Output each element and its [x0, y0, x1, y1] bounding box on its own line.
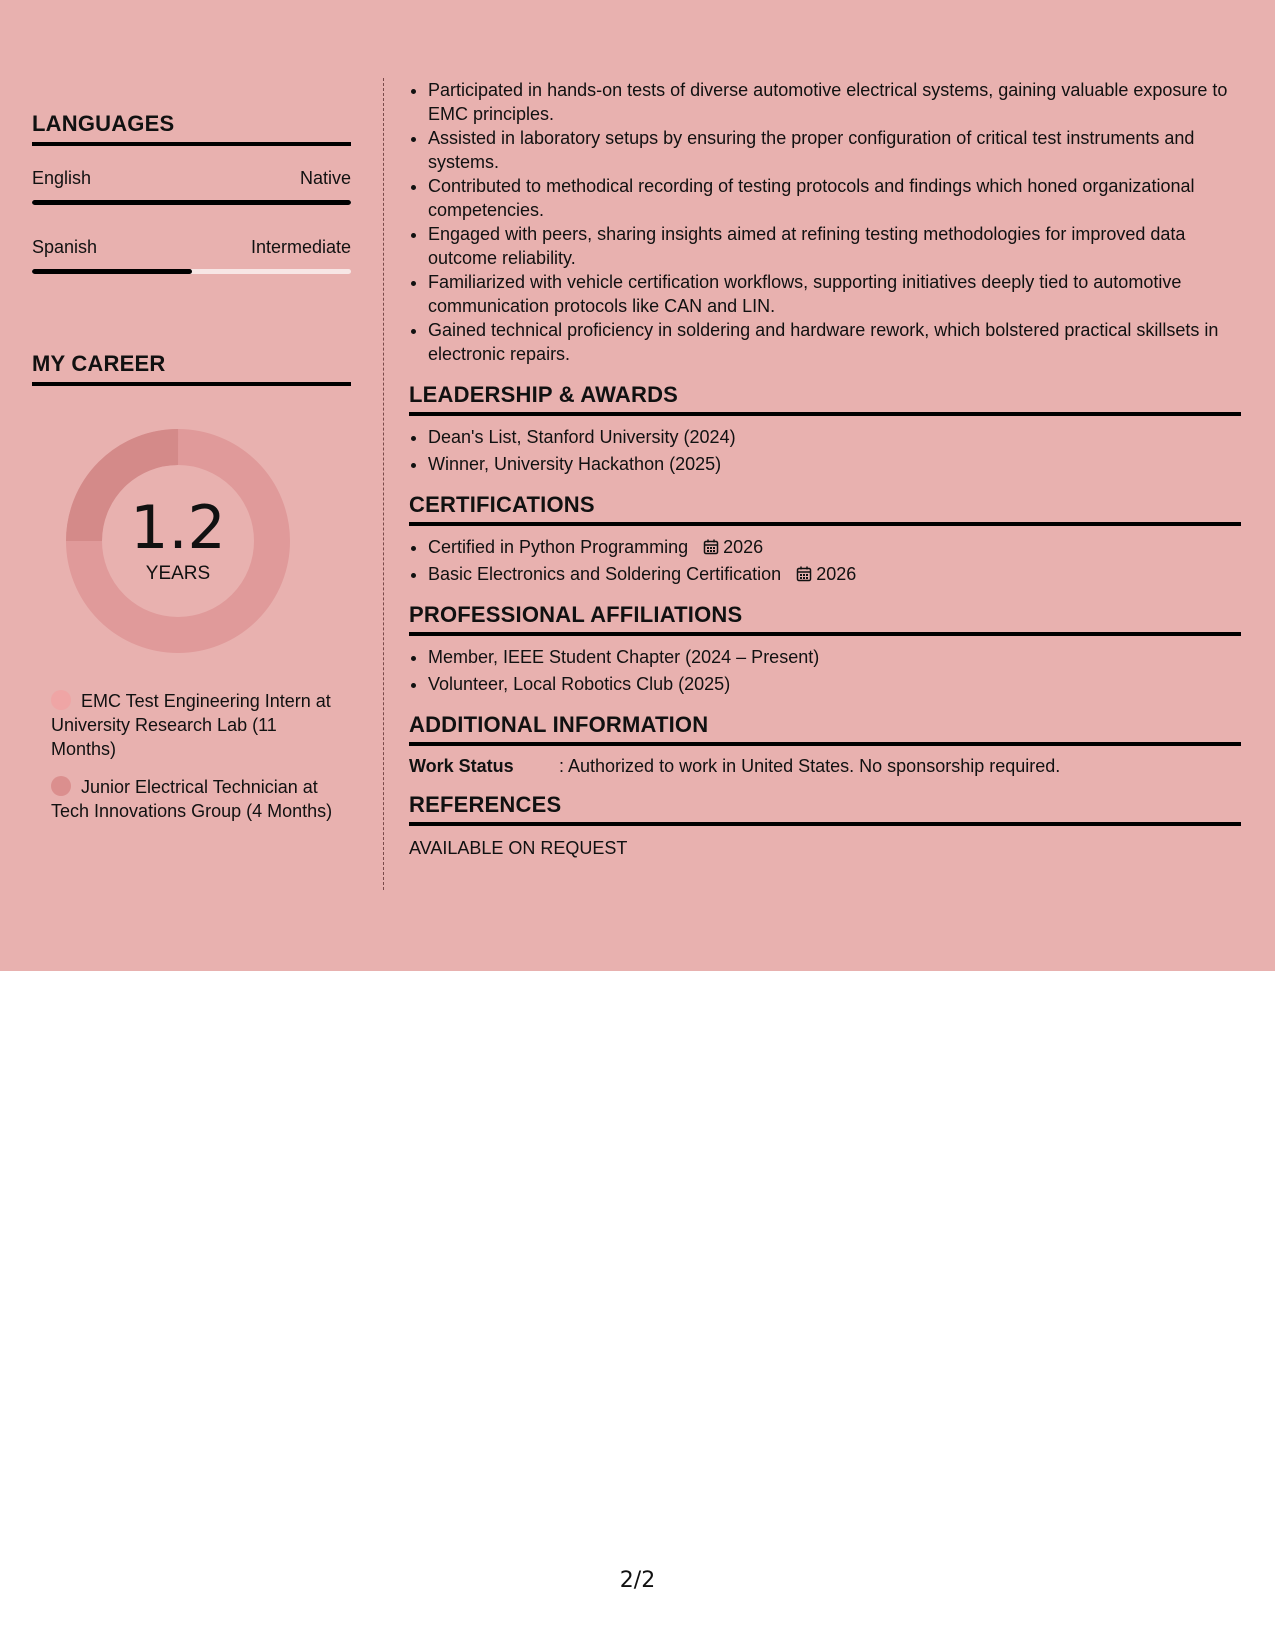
career-heading: MY CAREER	[32, 351, 351, 386]
career-item-text: EMC Test Engineering Intern at University Research Lab (11 Months)	[51, 691, 331, 759]
page-number: 2/2	[619, 1568, 656, 1593]
languages-heading: LANGUAGES	[32, 111, 351, 146]
career-dot	[51, 776, 71, 796]
certification-item	[428, 534, 1241, 561]
donut-center	[66, 429, 290, 653]
certifications-list	[409, 534, 1241, 588]
career-total-value: 1.2	[130, 493, 226, 563]
language-row-english	[32, 168, 351, 192]
main-content	[409, 78, 1241, 860]
certification-year: 2026	[723, 537, 764, 557]
references-heading: REFERENCES	[409, 792, 1241, 826]
certification-name: Basic Electronics and Soldering Certification	[428, 564, 782, 584]
certification-name: Certified in Python Programming	[428, 537, 689, 557]
leadership-heading: LEADERSHIP & AWARDS	[409, 382, 1241, 416]
certification-year: 2026	[816, 564, 857, 584]
language-level: Native	[299, 168, 351, 188]
experience-bullet: • Engaged with peers, sharing insights aimed at refining testing methodologies for improved data outcome reliability.	[428, 222, 1241, 270]
experience-bullet: • Familiarized with vehicle certification workflows, supporting initiatives deeply tied to automotive communication protocols like CAN and LIN.	[428, 270, 1241, 318]
affiliations-heading: PROFESSIONAL AFFILIATIONS	[409, 602, 1241, 636]
language-name: English	[32, 168, 92, 188]
work-status-row	[409, 754, 1241, 778]
affiliation-item: • Volunteer, Local Robotics Club (2025)	[428, 671, 1241, 698]
language-bar-fill	[32, 200, 351, 205]
additional-info-heading: ADDITIONAL INFORMATION	[409, 712, 1241, 746]
language-bar-spanish	[32, 269, 351, 274]
language-name: Spanish	[32, 237, 98, 257]
career-item	[51, 689, 341, 761]
language-bar-fill	[32, 269, 192, 274]
experience-bullet: • Contributed to methodical recording of testing protocols and findings which honed organizational competencies.	[428, 174, 1241, 222]
language-row-spanish	[32, 237, 351, 261]
certifications-heading: CERTIFICATIONS	[409, 492, 1241, 526]
career-donut-chart	[66, 429, 290, 653]
calendar-icon	[796, 566, 812, 582]
leadership-item: • Winner, University Hackathon (2025)	[428, 451, 1241, 478]
leadership-list	[409, 424, 1241, 478]
career-item-text: Junior Electrical Technician at Tech Innovations Group (4 Months)	[51, 777, 333, 821]
leadership-item: • Dean's List, Stanford University (2024)	[428, 424, 1241, 451]
affiliations-list	[409, 644, 1241, 698]
language-level: Intermediate	[250, 237, 351, 257]
work-status-value: : Authorized to work in United States. No sponsorship required.	[559, 756, 1061, 776]
career-total-unit: YEARS	[145, 563, 211, 584]
language-bar-english	[32, 200, 351, 205]
work-status-label: Work Status	[409, 756, 514, 776]
certification-item	[428, 561, 1241, 588]
experience-bullets	[409, 78, 1241, 366]
calendar-icon	[703, 539, 719, 555]
references-text: AVAILABLE ON REQUEST	[409, 838, 628, 858]
experience-bullet: • Assisted in laboratory setups by ensuring the proper configuration of critical test instruments and systems.	[428, 126, 1241, 174]
career-dot	[51, 690, 71, 710]
column-divider	[383, 78, 384, 890]
career-item	[51, 775, 341, 823]
experience-bullet: • Participated in hands-on tests of diverse automotive electrical systems, gaining valuable exposure to EMC principles.	[428, 78, 1241, 126]
affiliation-item: • Member, IEEE Student Chapter (2024 – Present)	[428, 644, 1241, 671]
experience-bullet: • Gained technical proficiency in soldering and hardware rework, which bolstered practical skillsets in electronic repairs.	[428, 318, 1241, 366]
career-list	[51, 689, 341, 837]
